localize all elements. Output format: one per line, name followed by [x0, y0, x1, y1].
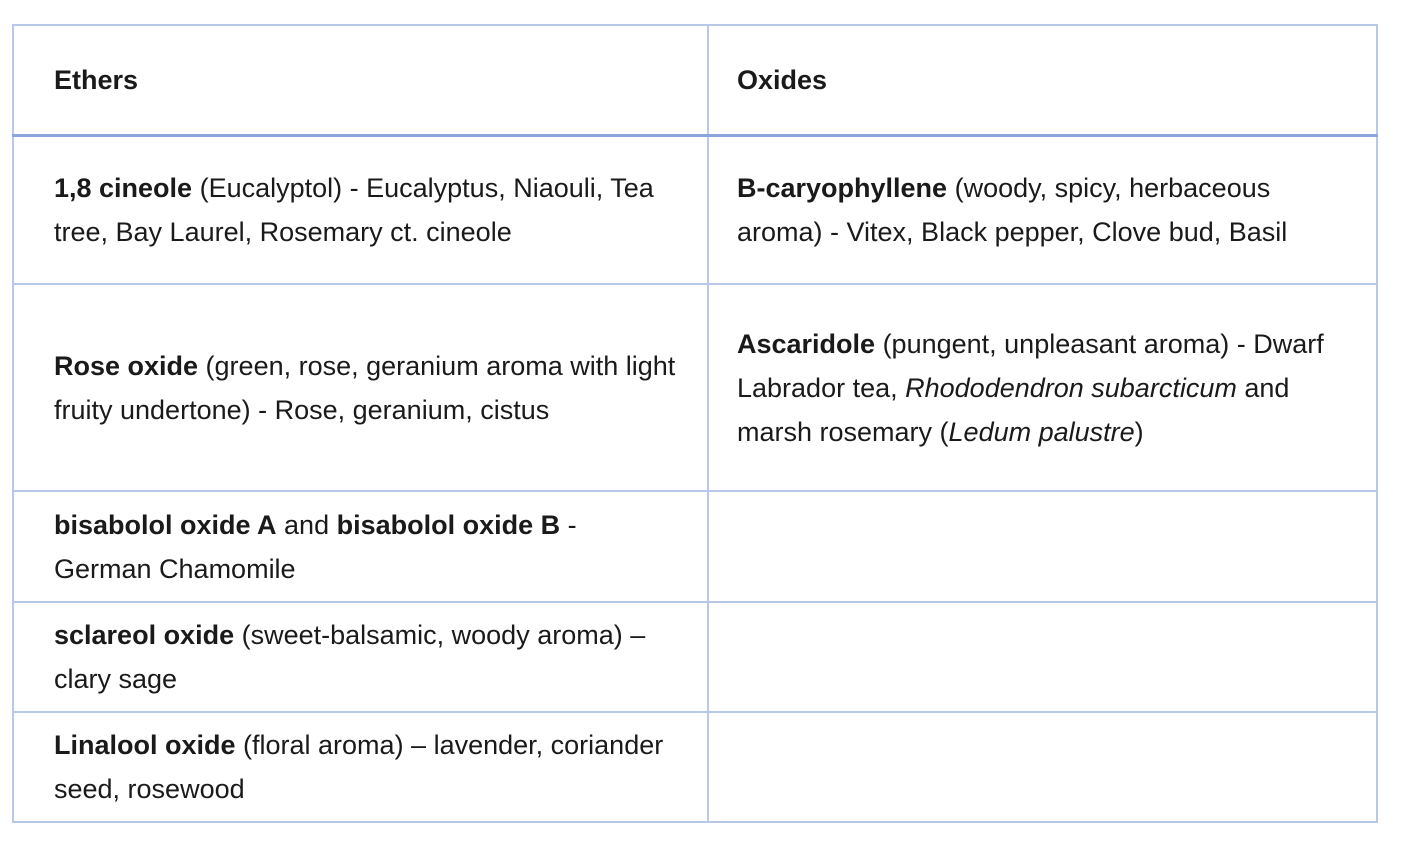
oxides-cell: [708, 284, 1377, 491]
compound-description: (pungent, unpleasant aroma) - Dwarf Labrador tea,: [737, 328, 1324, 403]
compound-name: Linalool oxide: [54, 730, 236, 760]
ethers-cell: [13, 136, 708, 285]
ethers-cell: [13, 602, 708, 712]
compound-description: (green, rose, geranium aroma with light fruity undertone) - Rose, geranium, cistus: [54, 350, 676, 425]
oxides-cell-empty: [708, 491, 1377, 602]
ethers-cell: [13, 491, 708, 602]
table-row: [13, 491, 1377, 602]
table-row: [13, 602, 1377, 712]
table-row: [13, 284, 1377, 491]
compound-description: ): [1134, 416, 1144, 447]
compound-name: Ascaridole: [737, 328, 876, 359]
compound-name: bisabolol oxide B: [336, 509, 561, 540]
ethers-cell: [13, 284, 708, 491]
oxides-cell-empty: [708, 712, 1377, 822]
table-row: [13, 136, 1377, 285]
ethers-cell: [13, 712, 708, 822]
compound-name: bisabolol oxide A: [54, 509, 277, 540]
compounds-table: [12, 24, 1378, 823]
compound-name: B-caryophyllene: [737, 173, 948, 203]
compound-description: (sweet-balsamic, woody aroma) – clary sage: [54, 620, 646, 694]
compound-description: and marsh rosemary (: [737, 372, 1290, 447]
column-header-ethers: Ethers: [13, 25, 708, 136]
compound-description: and: [276, 509, 337, 540]
table-header-row: [13, 25, 1377, 136]
compound-name: sclareol oxide: [54, 620, 235, 650]
oxides-cell-empty: [708, 602, 1377, 712]
table-row: [13, 712, 1377, 822]
column-header-oxides: Oxides: [708, 25, 1377, 136]
compound-description: - German Chamomile: [54, 509, 577, 584]
species-name: Rhododendron subarcticum: [905, 372, 1237, 403]
compound-description: (floral aroma) – lavender, coriander seed, rosewood: [54, 730, 664, 804]
oxides-cell: [708, 136, 1377, 285]
compound-description: (woody, spicy, herbaceous aroma) - Vitex, Black pepper, Clove bud, Basil: [737, 173, 1288, 247]
compound-description: (Eucalyptol) - Eucalyptus, Niaouli, Tea tree, Bay Laurel, Rosemary ct. cineole: [54, 173, 654, 247]
compound-name: Rose oxide: [54, 350, 199, 381]
compound-name: 1,8 cineole: [54, 173, 193, 203]
species-name: Ledum palustre: [948, 416, 1135, 447]
